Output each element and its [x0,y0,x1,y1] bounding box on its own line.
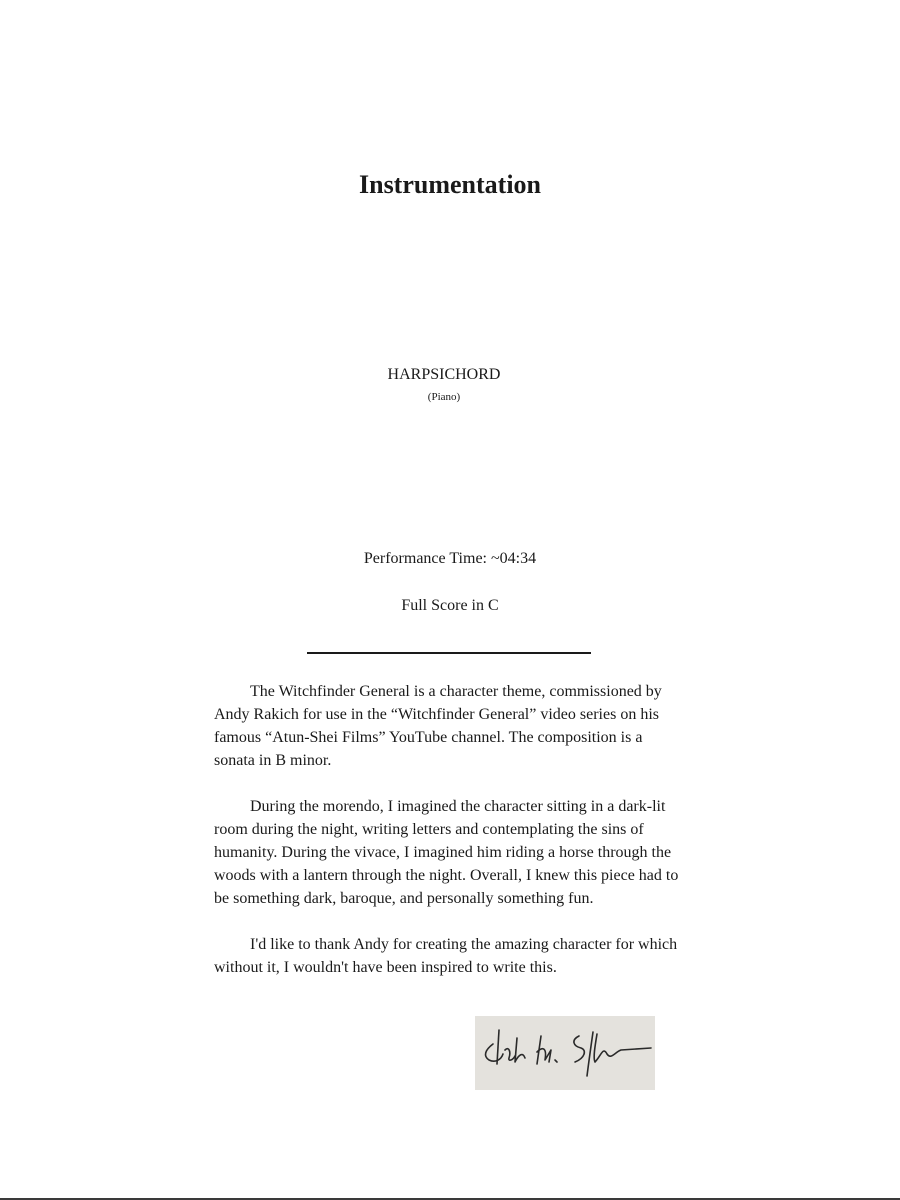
composer-signature [475,1016,655,1090]
program-note-paragraph: I'd like to thank Andy for creating the amazing character for which without it, I wouldn't have been inspired to write this. [214,936,678,976]
page-title: Instrumentation [358,170,541,199]
section-divider [307,652,591,654]
program-note-paragraph: The Witchfinder General is a character theme, commissioned by Andy Rakich for use in the “Witchfinder General” video series on his famous “Atun-Shei Films” YouTube channel. The composition is a sonata in B minor. [214,683,662,769]
performance-time: Performance Time: ~04:34 [363,550,537,567]
instrument-name: HARPSICHORD [387,366,501,383]
score-note: Full Score in C [401,597,499,614]
program-note-paragraph: During the morendo, I imagined the character sitting in a dark-lit room during the night, writing letters and contemplating the sins of humanity. During the vivace, I imagined him riding a horse through the woods with a lantern through the night. Overall, I knew this piece had to be something dark, baroque, and personally something fun. [214,798,679,907]
program-notes [214,680,686,1002]
instrument-alternate: (Piano) [427,391,461,403]
signature-scribble-icon [475,1016,655,1090]
